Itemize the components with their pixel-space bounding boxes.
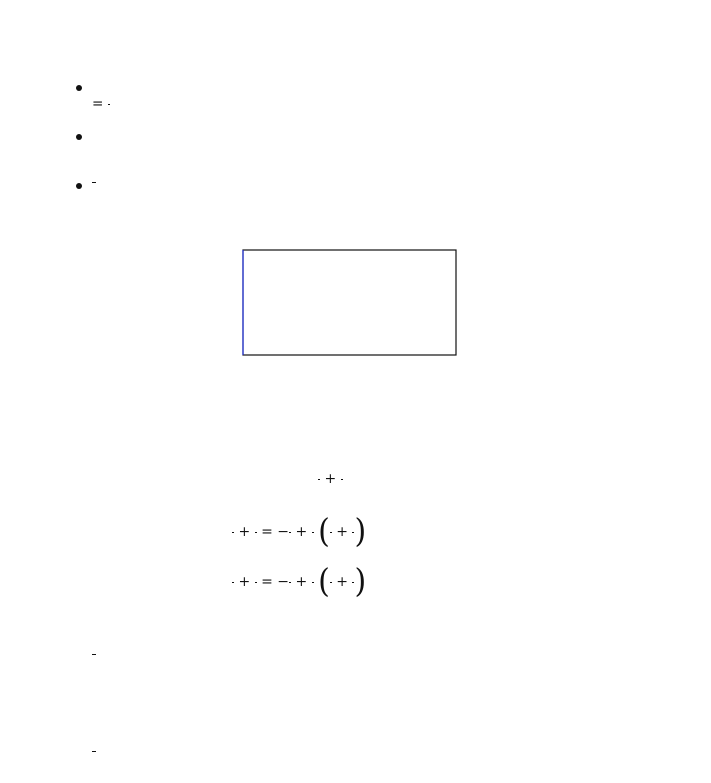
- x-momentum-equation: + = − + ( + ): [234, 512, 367, 551]
- continuity-equation: +: [320, 471, 341, 487]
- y-momentum-equation: + = − + ( + ): [234, 562, 367, 601]
- channel-box: [243, 250, 456, 355]
- task-profiles: [92, 742, 666, 760]
- task-residual: [92, 645, 666, 663]
- bullet-inlet: =: [92, 96, 108, 112]
